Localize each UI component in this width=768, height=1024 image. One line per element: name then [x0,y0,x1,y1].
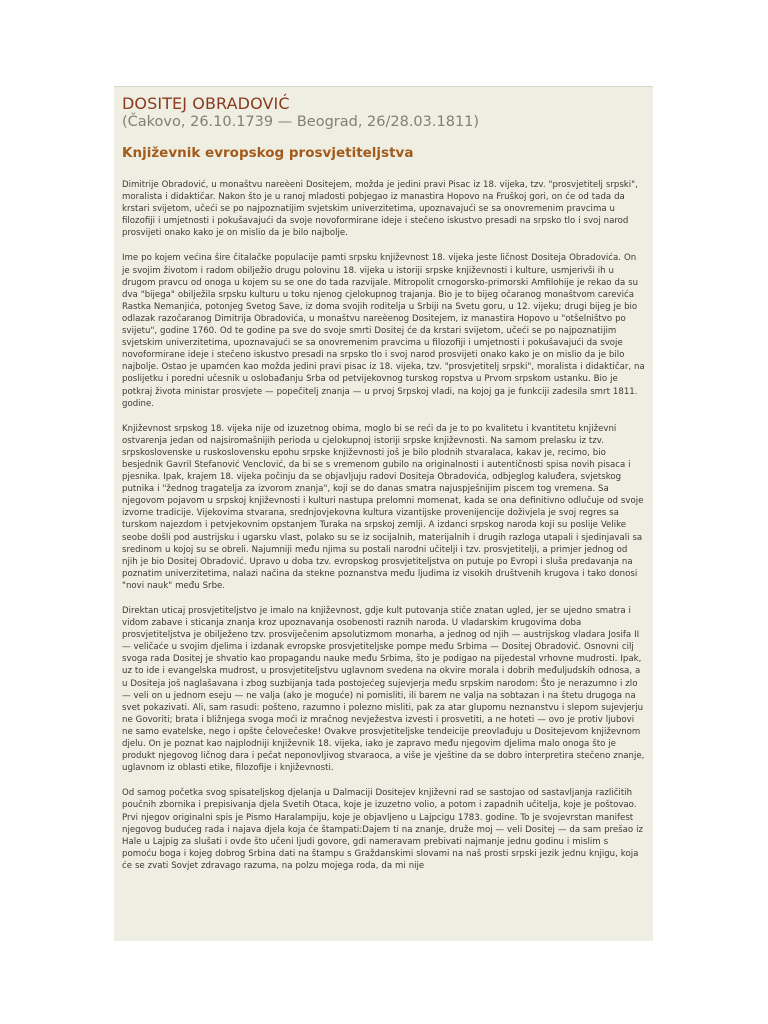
article-body [122,179,645,872]
paragraph-4: Direktan uticaj prosvjetiteljstvo je imalo na književnost, gdje kult putovanja stiče znatan ugled, jer se ujedno smatra i vidom zabave i sticanja znanja kroz upoznavanja osobenosti raznih naroda. U vladarskim krugovima doba prosvjetiteljstva je obilježeno tzv. prosviječenim apsolutizmom monarha, a jednog od njih — austrijskog vladara Josifa II — veličaće u svojim djelima i izdanak evropske prosvjetiteljske pompe među Srbima — Dositej Obradović. Osnovni cilj svoga rada Dositej je shvatio kao propagandu nauke među Srbima, što je podigao na pijedestal vrhovne mudrosti. Ipak, uz to ide i evangelska mudrost, u prosvjetiteljstvu uglavnom svedena na okvire morala i dobrih međuljudskih odnosa, a u Dositeja još naglašavana i zbog suzbijanja tada postojećeg sujevjerja među srpskim narodom: Što je nerazumno i zlo — veli on u jednom eseju — ne valja (ako je moguće) ni pomisliti, ili barem ne valja na sobtazan i na štetu drugoga na svet pokazivati. Ali, sam rasudi: pošteno, razumno i polezno misliti, pak za atar glupomu neznanstvu i slepom sujevjerju ne Govoriti; brata i bližnjega svoga moći iz mračnog nevježestva izvesti i prosvetiti, a ne hoteti — ovo je protiv ljubovi ne samo evatelske, nego i opšte čelovečeske! Ovakve prosvjetiteljske tendeicije preovlađuju u Dositejevom književnom djelu. On je poznat kao najplodniji književnik 18. vijeka, iako je zapravo među njegovim djelima malo onoga što je produkt njegovog ličnog dara i pečat neponovljivog stvaraoca, a više je vještine da se dobro interpretira stečeno znanje, uglavnom iz oblasti etike, filozofije i književnosti. [122,606,645,774]
paragraph-2: Ime po kojem većina šire čitalačke populacije pamti srpsku književnost 18. vijeka jeste ličnost Dositeja Obradovića. On je svojim životom i radom obilježio drugu polovinu 18. vijeka u istoriji srpske književnosti i kulture, usmjerivši ih u drugom pravcu od onoga u kojem su se one do tada razvijale. Mitropolit crnogorsko-primorski Amfilohije je rekao da su dva "bijega" obilježila srpsku kulturu u toku njenog cjelokupnog trajanja. Bio je to bijeg očaranog monaštvom carevića Rastka Nemanjića, potonjeg Svetog Save, iz doma svojih roditelja u Srbiji na Svetu goru, u 12. vijeku; drugi bijeg je bio odlazak razočaranog Dimitrija Obradovića, u monaštvu nareèenog Dositejem, iz manastira Hopovo u "otšelništvo po svijetu", godine 1760. Od te godine pa sve do svoje smrti Dositej će da krstari svijetom, učeći se po najpoznatijim svjetskim univerzitetima, upoznavajući se sa onovremenim pravcima u filozofiji i umjetnosti i pokušavajući da svoje novoformirane ideje i stečeno iskustvo presadi na srpsko tlo i svoj narod prosvijeti onako kako je on mislio da je bilo najbolje. Ostao je upamćen kao možda jedini pravi pisac iz 18. vijeka, tzv. "prosvjetitelj srpski", moralista i didaktičar, na poslijetku i poredni učesnik u oslobađanju Srba od petvijekovnog turskog ropstva u Prvom srpskom ustanku. Bio je potkraj života ministar prosvjete — popečitelj znanja — u prvoj Srpskoj vladi, na kojoj ga je funkciji zadesila smrt 1811. godine. [122,253,645,409]
article-subtitle: Književnik evropskog prosvjetiteljstva [122,145,414,161]
author-name: DOSITEJ OBRADOVIĆ [122,94,290,113]
paragraph-3: Književnost srpskog 18. vijeka nije od izuzetnog obima, moglo bi se reći da je to po kvalitetu i kvantitetu književni ostvarenja jedan od najsiromašnijih perioda u cjelokupnoj istoriji srpske književnosti. Na samom prelasku iz tzv. srpskoslovenske u ruskoslovensku epohu srpske književnosti još je bilo plodnih stvaralaca, kakav je, recimo, bio besjednik Gavril Stefanović Venclović, da bi se s vremenom gubilo na originalnosti i autentičnosti spisa novih pisaca i pjesnika. Ipak, krajem 18. vijeka počinju da se objavljuju radovi Dositeja Obradovića, odbjeglog kaluđera, svjetskog putnika i "žednog tragatelja za izvorom znanja", koji se do danas smatra najuspješnijim piscem tog vremena. Sa njegovom pojavom u srpskoj književnosti i kulturi nastupa prelomni momenat, kada se ona definitivno odlučuje od svoje izvorne tradicije. Vijekovima stvarana, srednjovjekovna kultura vizantijske provenijencije doživjela je svoj regres sa turskom najezdom i petvjekovnim opstanjem Turaka na srpskoj zemlji. A izdanci srpskog naroda koji su poslije Velike seobe došli pod austrijsku i ugarsku vlast, polako su se iz socijalnih, materijalnih i drugih razloga utapali i sjedinjavali sa sredinom u kojoj su se obreli. Najumniji među njima su postali narodni učitelji i tzv. prosvjetitelji, a primjer jednog od njih je bio Dositej Obradović. Upravo u doba tzv. evropskog prosvjetiteljstva on putuje po Evropi i sluša predavanja na poznatim univerzitetima, nalazi načina da stekne poznanstva među ljudima iz visokih društvenih krugova i tako donosi "novi nauk" među Srbe. [122,423,644,591]
document-page [114,86,653,941]
paragraph-5: Od samog početka svog spisateljskog djelanja u Dalmaciji Dositejev književni rad se sastojao od sastavljanja različitih poučnih zbornika i prepisivanja djela Svetih Otaca, koje je izuzetno volio, a potom i zapadnih učitelja, koje je poštovao. Prvi njegov originalni spis je Pismo Haralampiju, koje je objavljeno u Lajpcigu 1783. godine. To je svojevrstan manifest njegovog budućeg rada i najava djela koja će štampati:Dajem ti na znanje, druže moj — veli Dositej — da sam prešao iz Hale u Lajpig za slušati i ovde što učeni ljudi govore, gdi nameravam prebivati najmanje jednu godinu i mislim s pomoću boga i kojeg dobrog Srbina dati na štampu s Graždanskimi slovami na naš prosti srpski jezik jednu knjigu, koja će se zvati Sovjet zdravago razuma, na polzu mojega roda, da mi nije [122,788,643,871]
paragraph-1: Dimitrije Obradović, u monaštvu nareèeni Dositejem, možda je jedini pravi Pisac iz 18. vijeka, tzv. "prosvjetitelj srpski", moralista i didaktičar. Nakon što je u ranoj mladosti pobjegao iz manastira Hopovo na Fruškoj gori, on će od tada da krstari svijetom, učeći se po najpoznatijim svjetskim univerzitetima, upoznavajući se sa onovremenim pravcima u filozofiji i umjetnosti i pokušavajući da svoje novoformirane ideje i stečeno iskustvo presadi na srpsko tlo i svoj narod prosvijeti onako kako je on mislio da je bilo najbolje. [122,180,638,239]
author-dates: (Čakovo, 26.10.1739 — Beograd, 26/28.03.1811) [122,114,480,130]
document-content [122,95,645,872]
